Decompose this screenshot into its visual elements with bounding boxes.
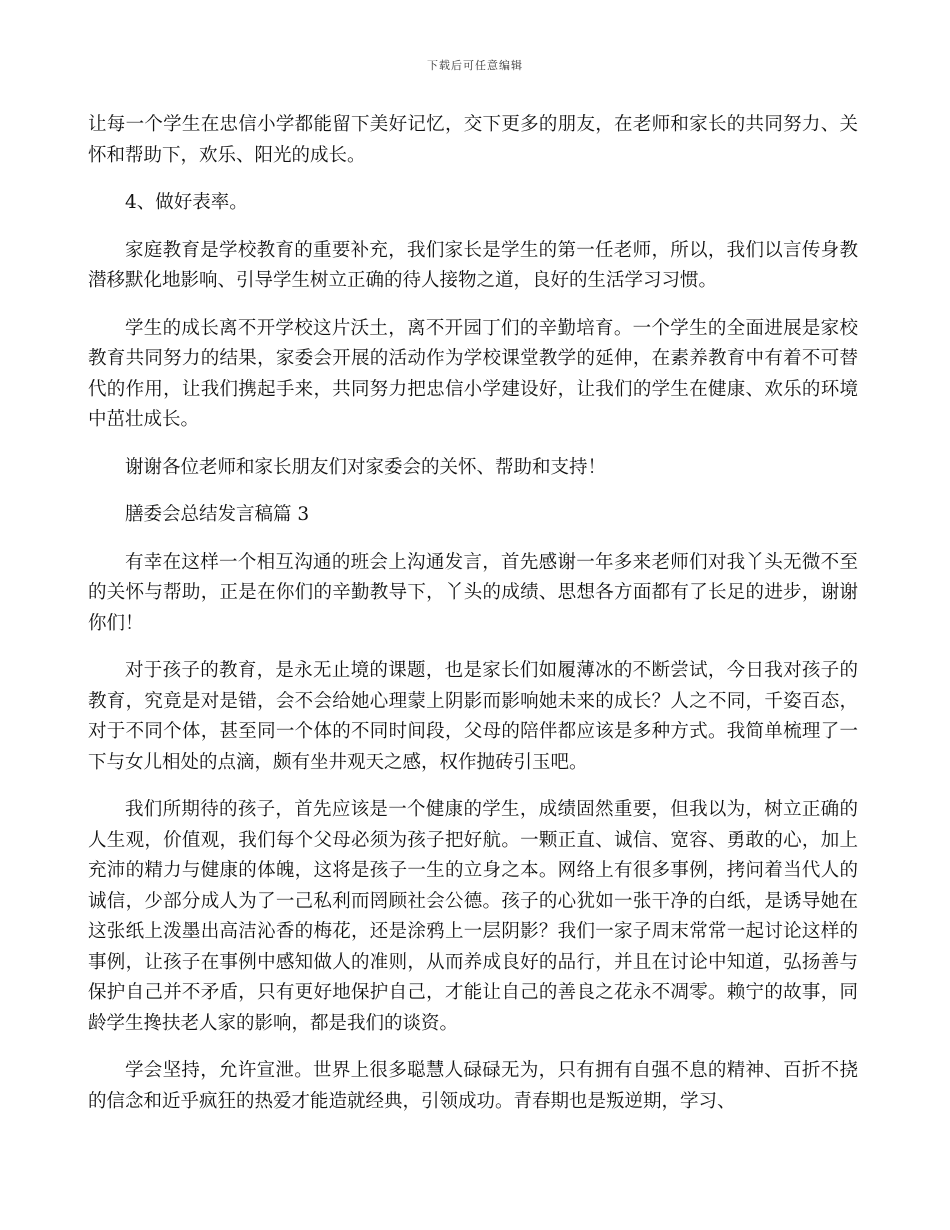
paragraph: 学会坚持，允许宣泄。世界上很多聪慧人碌碌无为，只有拥有自强不息的精神、百折不挠的信念和近乎疯狂的热爱才能造就经典，引领成功。青春期也是叛逆期，学习、 <box>88 1060 858 1112</box>
header-note: 下载后可任意编辑 <box>427 59 523 72</box>
paragraph: 让每一个学生在忠信小学都能留下美好记忆，交下更多的朋友，在老师和家长的共同努力、关怀和帮助下，欢乐、阳光的成长。 <box>88 114 858 166</box>
paragraph: 对于孩子的教育，是永无止境的课题，也是家长们如履薄冰的不断尝试，今日我对孩子的教育，究竟是对是错，会不会给她心理蒙上阴影而影响她未来的成长？人之不同，千姿百态，对于不同个体，甚至同一个体的不同时间段，父母的陪伴都应该是多种方式。我简单梳理了一下与女儿相处的点滴，颇有坐井观天之感，权作抛砖引玉吧。 <box>88 660 858 773</box>
paragraph: 学生的成长离不开学校这片沃土，离不开园丁们的辛勤培育。一个学生的全面进展是家校教育共同努力的结果，家委会开展的活动作为学校课堂教学的延伸，在素养教育中有着不可替代的作用，让我们携起手来，共同努力把忠信小学建设好，让我们的学生在健康、欢乐的环境中茁壮成长。 <box>88 317 858 430</box>
paragraph: 谢谢各位老师和家长朋友们对家委会的关怀、帮助和支持！ <box>125 456 607 478</box>
paragraph: 4、做好表率。 <box>125 192 248 213</box>
section-heading: 膳委会总结发言稿篇 3 <box>125 504 310 525</box>
paragraph: 有幸在这样一个相互沟通的班会上沟通发言，首先感谢一年多来老师们对我丫头无微不至的关怀与帮助，正是在你们的辛勤教导下，丫头的成绩、思想各方面都有了长足的进步，谢谢你们！ <box>88 551 858 634</box>
paragraph: 家庭教育是学校教育的重要补充，我们家长是学生的第一任老师，所以，我们以言传身教潜移默化地影响、引导学生树立正确的待人接物之道，良好的生活学习习惯。 <box>88 239 858 291</box>
document-body <box>88 110 858 1134</box>
paragraph: 我们所期待的孩子，首先应该是一个健康的学生，成绩固然重要，但我以为，树立正确的人生观，价值观，我们每个父母必须为孩子把好航。一颗正直、诚信、宽容、勇敢的心，加上充沛的精力与健康的体魄，这将是孩子一生的立身之本。网络上有很多事例，拷问着当代人的诚信，少部分成人为了一己私利而罔顾社会公德。孩子的心犹如一张干净的白纸，是诱导她在这张纸上泼墨出高洁沁香的梅花，还是涂鸦上一层阴影？我们一家子周末常常一起讨论这样的事例，让孩子在事例中感知做人的准则，从而养成良好的品行，并且在讨论中知道，弘扬善与保护自己并不矛盾，只有更好地保护自己，才能让自己的善良之花永不凋零。赖宁的故事，同龄学生搀扶老人家的影响，都是我们的谈资。 <box>88 799 858 1034</box>
